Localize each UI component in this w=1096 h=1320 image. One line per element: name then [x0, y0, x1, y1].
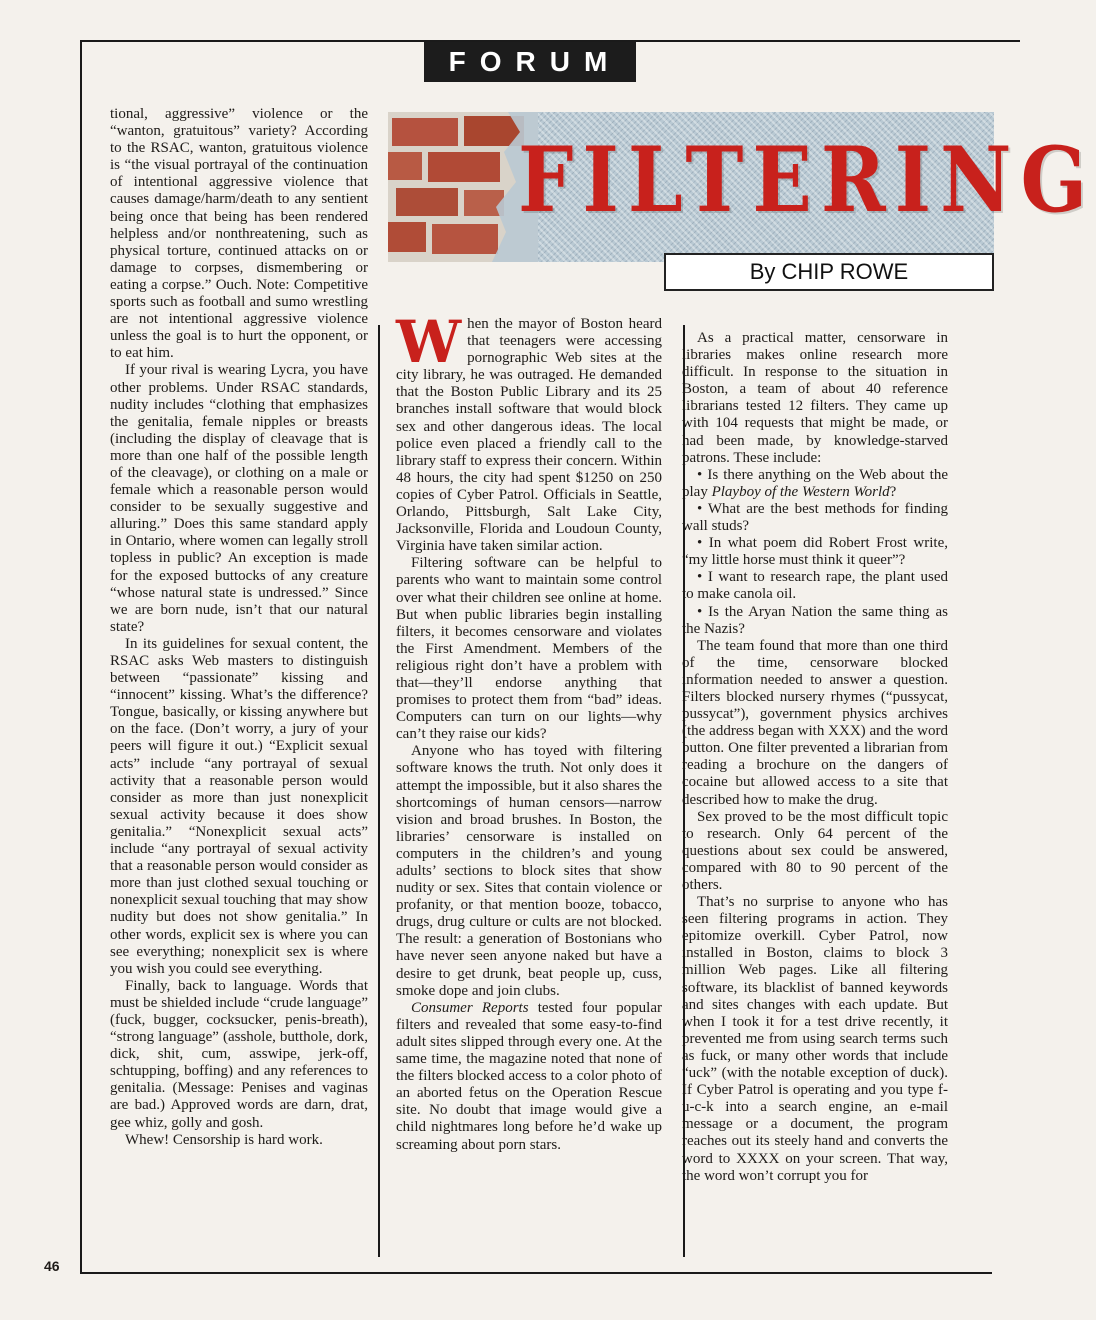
paragraph: Whew! Censorship is hard work. — [125, 1131, 323, 1148]
lead-text: hen the mayor of Boston heard that teenagers were accessing pornographic Web sites at the city library, he was outraged. He demanded that the Boston Public Library and its 25 branches install software that would block sex and other dangerous ideas. The local police even placed a friendly call to the library staff to express their concern. Within 48 hours, the city had spent $1250 on 250 copies of Cyber Patrol. Officials in Seattle, Orlando, Pittsburgh, Salt Lake City, Jacksonville, Florida and Loudoun County, Virginia have taken similar action. — [396, 316, 662, 555]
paragraph: If your rival is wearing Lycra, you have other problems. Under RSAC standards, nudity includes “clothing that emphasizes the genitalia, female nipples or breasts (including the display of cleavage that is more than one half of the possible length of the cleavage), or clothing on a male or female which a reasonable person would consider to be sexually suggestive and alluring.” Does this same standard apply in Ontario, where women can legally stroll topless in public? An exception is made for the exposed buttocks of any creature “whose natural state is undressed.” Since we are born nude, isn’t that our natural state? — [110, 362, 368, 635]
paragraph: The team found that more than one third of the time, censorware blocked information needed to answer a question. Filters blocked nursery rhymes (“pussycat, pussycat”), government physics archives (the address began with XXX) and the word button. One filter prevented a librarian from reading a brochure on the dangers of cocaine but allowed access to a site that described how to make the drug. — [682, 637, 948, 808]
lead-paragraph — [396, 308, 662, 555]
play-title: Playboy of the Western World — [711, 483, 890, 500]
paragraph: Filtering software can be helpful to parents who want to maintain some control over what their children see online at home. But when public libraries begin installing filters, it becomes censorware and violates the First Amendment. Members of the religious right don’t have a problem with that—they’ll endorse anything that promises to protect them from “bad” ideas. Computers can turn on our lights—why can’t they raise our kids? — [396, 555, 662, 743]
paragraph: As a practical matter, censorware in libraries makes online research more difficult. In response to the situation in Boston, a team of about 40 reference librarians tested 12 filters. They came up with 104 requests that might be made, or had been made, by knowledge-starved patrons. These include: — [682, 330, 948, 466]
bullet-item: • In what poem did Robert Frost write, “my little horse must think it queer”? — [682, 535, 948, 569]
byline: By CHIP ROWE — [664, 253, 994, 291]
paragraph: In its guidelines for sexual content, the RSAC asks Web masters to distinguish between “passionate” kissing and “innocent” kissing. What’s the difference? Tongue, basically, or kissing anywhere but on the face. (Don’t worry, a jury of your peers will figure it out.) “Explicit sexual acts” include “any portrayal of sexual activity that a reasonable person would consider as more than just nonexplicit sexual activity because it does show genitalia.” “Nonexplicit sexual acts” include “any portrayal of sexual activity that a reasonable person would consider as more than just clothed sexual touching or nonexplicit sexual touching that may show nudity but does not show genitalia.” In other words, explicit sex is where you can see everything; nonexplicit sex is where you wish you could see everything. — [110, 635, 368, 977]
bullet-item: • What are the best methods for finding wall studs? — [682, 500, 948, 535]
drop-cap: W — [396, 308, 462, 376]
paragraph: Finally, back to language. Words that must be shielded include “crude language” (fuck, bugger, cocksucker, penis-breath), “strong language” (asshole, butthole, dork, dick, shit, cum, asswipe, jerk-off, schtupping, boffing) and any references to genitalia. (Message: Penises and vaginas are bad.) Approved words are darn, drat, gee whiz, golly and gosh. — [110, 977, 368, 1131]
publication-name: Consumer Reports — [411, 999, 529, 1016]
brick-wall-illustration — [388, 112, 538, 262]
bullet-text-end: ? — [889, 483, 897, 500]
frame-bottom-rule — [80, 1272, 992, 1274]
paragraph: That’s no surprise to anyone who has seen filtering programs in action. They epitomize overkill. Cyber Patrol, now installed in Boston, claims to block 3 million Web pages. Like all filtering software, its blacklist of banned keywords and sites changes with each update. But when I took it for a test drive recently, it prevented me from using search terms such as fuck, or many other words that include “uck” (with the notable exception of duck). If Cyber Patrol is operating and you type f-u-c-k into a search engine, an e-mail message or a document, the program reaches out its steely hand and converts the word to XXXX on your screen. That way, the word won’t corrupt you for — [682, 894, 948, 1184]
column-3 — [682, 330, 948, 1185]
column-1 — [110, 106, 368, 1149]
bullet-text: • Is there anything on the Web about the play — [682, 466, 948, 500]
page-number: 46 — [44, 1258, 60, 1274]
bullet-item: • Is the Aryan Nation the same thing as the Nazis? — [682, 603, 948, 637]
column-rule-1 — [378, 325, 380, 1257]
title-banner — [388, 112, 1096, 262]
column-2 — [396, 308, 662, 1154]
paragraph: tional, aggressive” violence or the “wanton, gratuitous” variety? According to the RSAC, wanton, gratuitous violence is “the visual portrayal of the continuation of intentional aggressive violence that causes damage/harm/death to any sentient being once that being has been rendered helpless and/or nonthreatening, such as physical torture, continued attacks on or damage to corpses, dismembering or eating a corpse.” Ouch. Note: Competitive sports such as football and sumo wrestling are not intentional aggressive violence unless the goal is to hurt the opponent, or to eat him. — [110, 106, 368, 362]
section-tag: FORUM — [424, 42, 636, 82]
paragraph: Anyone who has toyed with filtering software knows the truth. Not only does it attempt the impossible, but it also shares the shortcomings of human censors—narrow vision and broad brushes. In Boston, the libraries’ censorware is installed on computers in the children’s and young adults’ sections to block sites that show nudity or sex. Sites that contain violence or profanity, or that mention booze, tobacco, drugs, drug culture or cults are not blocked. The result: a generation of Bostonians who have never seen anyone naked but have a desire to get drunk, beat people up, cuss, smoke dope and join clubs. — [396, 743, 662, 999]
frame-left-rule — [80, 40, 82, 1272]
article-title: FILTERING — [518, 127, 1096, 233]
paragraph — [396, 1000, 662, 1154]
bullet-item: • I want to research rape, the plant used to make canola oil. — [682, 569, 948, 603]
bullet-item — [682, 467, 948, 501]
paragraph-text: tested four popular filters and revealed that some easy-to-find adult sites slipped through every one. At the same time, the magazine noted that none of the filters blocked access to a color photo of an aborted fetus on the Operation Rescue site. No doubt that image would give a child nightmares long before he’d wake up screaming about porn stars. — [396, 999, 662, 1153]
paragraph: Sex proved to be the most difficult topic to research. Only 64 percent of the questions about sex could be answered, compared with 80 to 90 percent of the others. — [682, 808, 948, 893]
